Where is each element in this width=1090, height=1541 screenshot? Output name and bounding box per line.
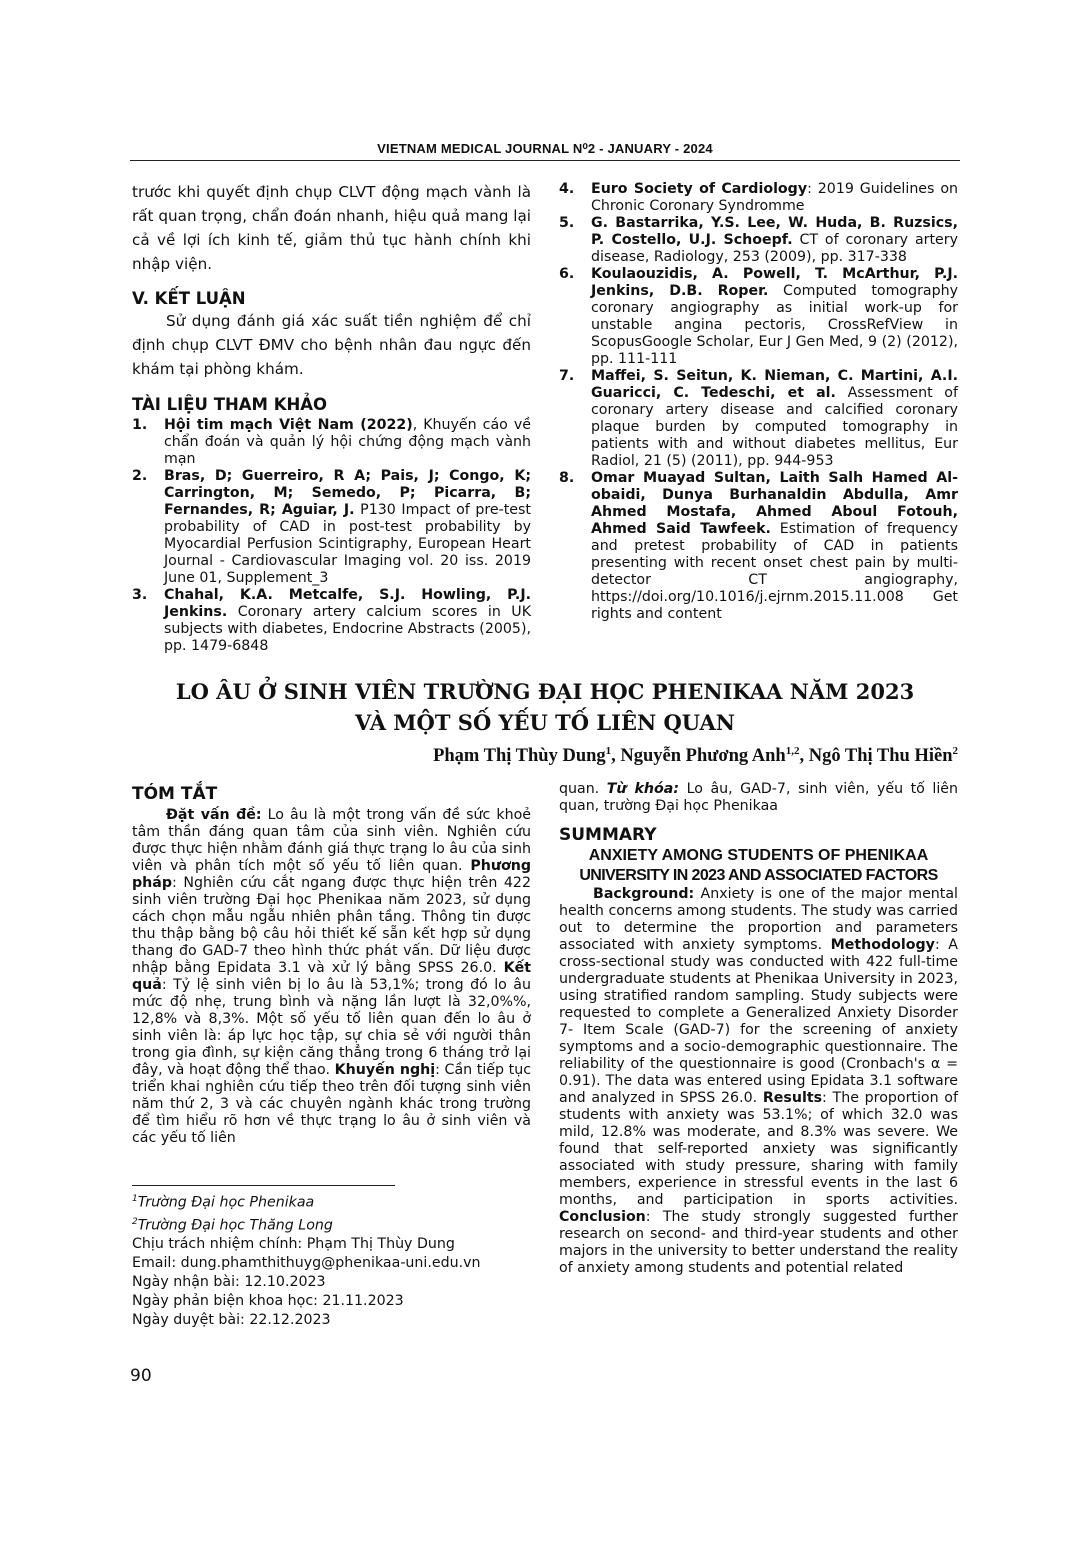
- reference-body: [591, 215, 958, 266]
- reference-text: CT of coronary artery disease, Radiology, 253 (2009), pp. 317-338: [591, 232, 958, 265]
- footnotes: [132, 1190, 531, 1330]
- affiliation-2: [132, 1213, 531, 1236]
- abstract-en-label-background: Background:: [593, 886, 695, 902]
- author-name: Ngô Thị Thu Hiền: [808, 746, 953, 767]
- reference-text: Estimation of frequency and pretest probability of CAD in patients presenting with recent onset chest pain by multi-detector CT angiography, https://doi.org/10.1016/j.ejrnm.2015.11.008 Get rights and content: [591, 521, 958, 622]
- reference-authors: Bras, D; Guerreiro, R A; Pais, J; Congo, K; Carrington, M; Semedo, P; Picarra, B; Fernandes, R; Aguiar, J.: [164, 468, 531, 518]
- abstract-vi-label-results: Kết quả: [132, 960, 531, 993]
- article-title-line-2: VÀ MỘT SỐ YẾU TỐ LIÊN QUAN: [355, 710, 735, 735]
- abstract-en-body: [559, 886, 958, 1277]
- reference-item: [559, 215, 958, 266]
- running-header: VIETNAM MEDICAL JOURNAL N⁰2 - JANUARY - 2024: [377, 141, 713, 156]
- author-separator: ,: [799, 746, 809, 767]
- affiliation-1: [132, 1190, 531, 1213]
- reference-item: [132, 587, 531, 655]
- author-list: [130, 745, 958, 767]
- reference-number: 5.: [559, 215, 575, 231]
- responsible-author: Chịu trách nhiệm chính: Phạm Thị Thùy Dung: [132, 1236, 455, 1253]
- reference-number: 7.: [559, 368, 575, 384]
- keywords-text: Lo âu, GAD-7, sinh viên, yếu tố liên quan, trường Đại học Phenikaa: [559, 781, 958, 814]
- abstract-vi-text-results: : Tỷ lệ sinh viên bị lo âu là 53,1%; trong đó lo âu mức độ nhẹ, trung bình và nặng lần lượt là 32,0%%, 12,8% và 8,3%. Một số yếu tố liên quan đến lo âu ở sinh viên là: áp lực học tập, sự chia sẻ với người thân trong gia đình, sự kiện căng thẳng trong 6 tháng trở lại đây, và hoạt động thể thao.: [132, 977, 531, 1078]
- reference-text: Computed tomography coronary angiography as initial work-up for unstable angina pectoris, CrossRefView in ScopusGoogle Scholar, Eur J Gen Med, 9 (2) (2012), pp. 111-111: [591, 283, 958, 367]
- references-heading: TÀI LIỆU THAM KHẢO: [132, 395, 328, 414]
- reference-text: : 2019 Guidelines on Chronic Coronary Syndromme: [591, 181, 958, 214]
- reference-body: [591, 181, 958, 215]
- abstract-en-column: [559, 781, 958, 1277]
- footnote-rule: [132, 1185, 395, 1186]
- reference-number: 3.: [132, 587, 148, 603]
- abstract-vi-text-recommend: : Cần tiếp tục triển khai nghiên cứu tiếp theo trên đối tượng sinh viên năm thứ 2, 3 và các chuyên ngành khác trong trường để tìm hiểu rõ hơn về thực trạng lo âu ở sinh viên và các yếu tố liên: [132, 1062, 532, 1146]
- reference-number: 6.: [559, 266, 575, 282]
- author-affiliation-mark: 1: [605, 745, 612, 757]
- date-reviewed: Ngày phản biện khoa học: 21.11.2023: [132, 1293, 404, 1310]
- date-received: Ngày nhận bài: 12.10.2023: [132, 1274, 326, 1291]
- abstract-en-text-conclusion: : The study strongly suggested further research on second- and third-year students and other majors in the university to better understand the reality of anxiety among students and potential related: [559, 1209, 958, 1276]
- abstract-vi-column: [132, 786, 531, 1147]
- abstract-vi-label-recommend: Khuyến nghị: [334, 1062, 436, 1078]
- affiliation-1-text: Trường Đại học Phenikaa: [137, 1194, 315, 1211]
- top-right-column: [559, 181, 958, 623]
- reference-authors: Koulaouzidis, A. Powell, T. McArthur, P.J. Jenkins, D.B. Roper.: [591, 266, 958, 299]
- reference-body: [164, 587, 531, 655]
- reference-text: Coronary artery calcium scores in UK subjects with diabetes, Endocrine Abstracts (2005), pp. 1479-6848: [164, 604, 531, 654]
- abstract-vi-text-background: Lo âu là một trong vấn đề sức khoẻ tâm thần đáng quan tâm của sinh viên. Nghiên cứu được thực hiện nhằm đánh giá thực trạng lo âu của sinh viên và phân tích một số yếu tố liên quan.: [132, 807, 532, 874]
- reference-item: [559, 470, 958, 623]
- abstract-en-label-results: Results: [762, 1090, 823, 1106]
- reference-number: 4.: [559, 181, 575, 197]
- reference-item: [132, 417, 531, 468]
- affiliation-2-text: Trường Đại học Thăng Long: [137, 1217, 333, 1234]
- reference-authors: Maffei, S. Seitun, K. Nieman, C. Martini, A.I. Guaricci, C. Tedeschi, et al.: [591, 368, 958, 401]
- conclusion-text: Sử dụng đánh giá xác suất tiền nghiệm để chỉ định chụp CLVT ĐMV cho bệnh nhân đau ngực đến khám tại phòng khám.: [132, 312, 531, 378]
- article-title-line-1: LO ÂU Ở SINH VIÊN TRƯỜNG ĐẠI HỌC PHENIKAA NĂM 2023: [175, 679, 915, 704]
- intro-paragraph: trước khi quyết định chụp CLVT động mạch vành là rất quan trọng, chẩn đoán nhanh, hiệu quả mang lại cả về lợi ích kinh tế, giảm thủ tục hành chính khi nhập viện.: [132, 183, 531, 273]
- author-name: Phạm Thị Thùy Dung: [433, 746, 606, 767]
- reference-authors: G. Bastarrika, Y.S. Lee, W. Huda, B. Ruzsics, P. Costello, U.J. Schoepf.: [591, 215, 958, 248]
- abstract-en-label-conclusion: Conclusion: [559, 1209, 646, 1225]
- reference-number: 2.: [132, 468, 148, 484]
- references-list-left: [132, 417, 531, 655]
- reference-body: [164, 417, 531, 468]
- abstract-vi-label-background: Đặt vấn đề:: [166, 807, 262, 823]
- page-number: 90: [130, 1366, 152, 1386]
- references-list-right: [559, 181, 958, 623]
- reference-number: 1.: [132, 417, 148, 433]
- reference-body: [591, 266, 958, 368]
- reference-authors: Omar Muayad Sultan, Laith Salh Hamed Al-obaidi, Dunya Burhanaldin Abdulla, Amr Ahmed Mostafa, Ahmed Aboul Fotouh, Ahmed Said Tawfeek.: [591, 470, 958, 537]
- reference-item: [559, 181, 958, 215]
- abstract-vi-continuation: [559, 781, 958, 815]
- reference-text: Assessment of coronary artery disease and calcified coronary plaque burden by computed tomography in patients with and without diabetes mellitus, Eur Radiol, 21 (5) (2011), pp. 944-953: [591, 385, 958, 469]
- conclusion-heading: V. KẾT LUẬN: [132, 289, 246, 308]
- affiliation-2-mark: 2: [132, 1216, 138, 1227]
- abstract-en-label-method: Methodology: [830, 937, 935, 953]
- abstract-vi-heading: TÓM TẮT: [132, 784, 218, 804]
- reference-text: P130 Impact of pre-test probability of CAD in post-test probability by Myocardial Perfusion Scintigraphy, European Heart Journal - Cardiovascular Imaging vol. 20 iss. 2019 June 01, Supplement_3: [164, 502, 531, 586]
- keywords-label: Từ khóa:: [606, 781, 680, 797]
- affiliation-1-mark: 1: [132, 1194, 138, 1204]
- author-affiliation-mark: 1,2: [785, 745, 800, 757]
- abstract-vi-label-method: Phương pháp: [132, 858, 531, 891]
- reference-authors: Hội tim mạch Việt Nam (2022): [164, 417, 413, 433]
- reference-number: 8.: [559, 470, 575, 486]
- article-title: [130, 676, 960, 738]
- reference-item: [132, 468, 531, 587]
- reference-body: [591, 470, 958, 623]
- abstract-en-text-background: Anxiety is one of the major mental health concerns among students. The study was carried out to determine the proportion and parameters associated with anxiety symptoms.: [559, 886, 958, 953]
- abstract-vi-continuation-text: quan.: [559, 781, 600, 797]
- summary-heading: SUMMARY: [559, 825, 657, 845]
- english-title-line-1: ANXIETY AMONG STUDENTS OF PHENIKAA: [588, 847, 929, 864]
- reference-authors: Chahal, K.A. Metcalfe, S.J. Howling, P.J. Jenkins.: [164, 587, 531, 620]
- reference-item: [559, 266, 958, 368]
- author-name: Nguyễn Phương Anh: [620, 746, 786, 767]
- reference-body: [591, 368, 958, 470]
- contact-email: Email: dung.phamthithuyg@phenikaa-uni.edu.vn: [132, 1255, 481, 1272]
- header-rule: [130, 160, 960, 161]
- reference-item: [559, 368, 958, 470]
- abstract-en-text-results: : The proportion of students with anxiety was 53.1%; of which 32.0 was mild, 12.8% was moderate, and 8.3% was severe. We found that self-reported anxiety was significantly associated with study pressure, sharing with family members, experience in stressful events in the last 6 months, and participation in sports activities.: [559, 1090, 958, 1208]
- date-accepted: Ngày duyệt bài: 22.12.2023: [132, 1312, 331, 1329]
- reference-body: [164, 468, 531, 587]
- author-affiliation-mark: 2: [952, 745, 958, 757]
- abstract-vi-text-method: : Nghiên cứu cắt ngang được thực hiện trên 422 sinh viên trường Đại học Phenikaa năm 2023, sử dụng cách chọn mẫu ngẫu nhiên phân tầng. Thông tin được thu thập bằng bộ câu hỏi thiết kế sẵn kết hợp sử dụng thang đo GAD-7 theo hình thức phát vấn. Dữ liệu được nhập bằng Epidata 3.1 và xử lý bằng SPSS 26.0.: [132, 875, 531, 976]
- reference-authors: Euro Society of Cardiology: [591, 181, 808, 197]
- abstract-en-text-method: : A cross-sectional study was conducted with 422 full-time undergraduate students at Phenikaa University in 2023, using stratified random sampling. Study subjects were requested to complete a Generalized Anxiety Disorder 7- Item Scale (GAD-7) for the screening of anxiety symptoms and a socio-demographic questionnaire. The reliability of the questionnaire is good (Cronbach's α = 0.91). The data was entered using Epidata 3.1 software and analyzed in SPSS 26.0.: [559, 937, 959, 1106]
- abstract-vi-body: [132, 807, 531, 1147]
- top-left-column: [132, 180, 531, 655]
- reference-text: , Khuyến cáo về chẩn đoán và quản lý hội chứng động mạch vành mạn: [164, 417, 531, 467]
- author-separator: ,: [611, 746, 621, 767]
- english-title-line-2: UNIVERSITY IN 2023 AND ASSOCIATED FACTORS: [579, 867, 938, 884]
